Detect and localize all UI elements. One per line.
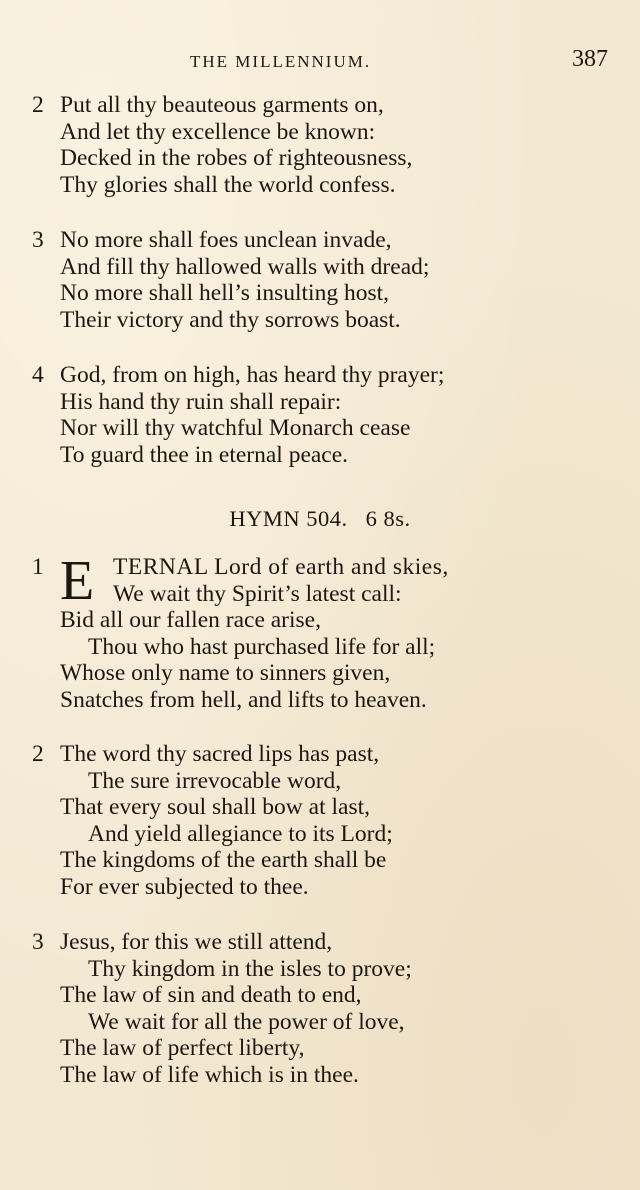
stanza-number: 3: [32, 227, 44, 253]
verse-line: Decked in the robes of righteousness,: [60, 145, 413, 171]
verse-line: The sure irrevocable word,: [88, 767, 342, 794]
verse-line: The law of sin and death to end,: [60, 982, 362, 1008]
stanza-2-prev-hymn: [0, 92, 640, 198]
verse-line: And fill thy hallowed walls with dread;: [60, 253, 430, 280]
verse-line: Their victory and thy sorrows boast.: [60, 306, 401, 333]
stanza-number: 2: [32, 741, 44, 767]
verse-line: God, from on high, has heard thy prayer;: [60, 362, 445, 388]
verse-line: No more shall foes unclean invade,: [60, 227, 392, 253]
verse-line: And yield allegiance to its Lord;: [88, 820, 393, 847]
verse-line: We wait for all the power of love,: [88, 1008, 405, 1035]
stanza-number: 4: [32, 362, 44, 388]
verse-line: The kingdoms of the earth shall be: [60, 847, 387, 873]
stanza-3-prev-hymn: [0, 227, 640, 333]
verse-line: That every soul shall bow at last,: [60, 794, 370, 820]
page-number: 387: [572, 46, 608, 72]
hymn-meter: 6 8s.: [365, 506, 411, 531]
verse-line: Whose only name to sinners given,: [60, 660, 391, 686]
verse-line: Thy glories shall the world confess.: [60, 171, 396, 198]
verse-line: The law of perfect liberty,: [60, 1035, 305, 1061]
verse-line: No more shall hell’s insulting host,: [60, 280, 389, 306]
stanza-number: 1: [32, 554, 44, 580]
verse-line: We wait thy Spirit’s latest call:: [113, 580, 402, 607]
verse-line: Bid all our fallen race arise,: [60, 607, 321, 633]
hymn-504-stanza-3: [0, 929, 640, 1088]
verse-line: For ever subjected to thee.: [60, 873, 309, 900]
verse-line: And let thy excellence be known:: [60, 118, 376, 145]
stanza-number: 3: [32, 929, 44, 955]
verse-line: Snatches from hell, and lifts to heaven.: [60, 686, 427, 713]
verse-line: Nor will thy watchful Monarch cease: [60, 415, 411, 441]
stanza-4-prev-hymn: [0, 362, 640, 468]
hymn-504-stanza-1: [0, 550, 640, 713]
verse-line: His hand thy ruin shall repair:: [60, 388, 342, 415]
hymn-504-stanza-2: [0, 741, 640, 900]
verse-line: To guard thee in eternal peace.: [60, 441, 349, 468]
verse-line: Put all thy beauteous garments on,: [60, 92, 384, 118]
running-title: THE MILLENNIUM.: [190, 52, 372, 71]
verse-line: The law of life which is in thee.: [60, 1061, 359, 1088]
verse-line: TERNAL Lord of earth and skies,: [113, 554, 449, 580]
verse-line: Jesus, for this we still attend,: [60, 929, 333, 955]
verse-line: Thy kingdom in the isles to prove;: [88, 955, 412, 982]
verse-line: The word thy sacred lips has past,: [60, 741, 380, 767]
hymn-heading: [0, 506, 640, 532]
page-header: [0, 46, 640, 76]
hymn-title: HYMN 504.: [229, 506, 348, 531]
stanza-number: 2: [32, 92, 44, 118]
verse-line: Thou who hast purchased life for all;: [88, 633, 436, 660]
drop-cap: E: [60, 550, 95, 612]
